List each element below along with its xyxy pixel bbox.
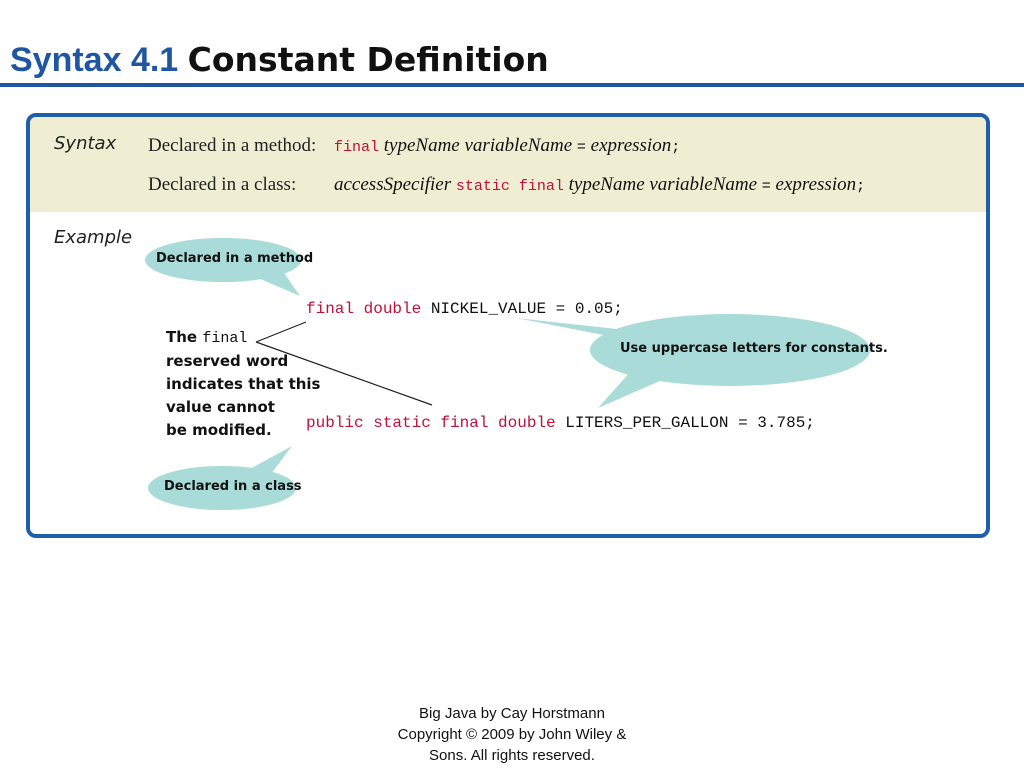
example-label: Example — [54, 227, 133, 248]
class-semicolon: ; — [856, 178, 866, 195]
note-line-2: reserved word — [166, 352, 289, 370]
footer-line-1: Big Java by Cay Horstmann — [419, 705, 605, 722]
note-line-5: be modified. — [166, 421, 272, 439]
method-semicolon: ; — [671, 139, 681, 156]
note-the: The — [166, 328, 198, 346]
note-line-3: indicates that this — [166, 375, 321, 393]
copyright-footer — [362, 703, 662, 766]
example-line-method — [306, 300, 623, 318]
keyword-final: final — [334, 139, 380, 156]
class-equals: = — [761, 178, 771, 195]
bubble-method-shape — [145, 238, 301, 296]
syntax-label: Syntax — [54, 133, 117, 154]
class-expression: expression — [775, 174, 857, 195]
note-line-4: value cannot — [166, 398, 275, 416]
example-method-code: NICKEL_VALUE = 0.05; — [430, 300, 623, 318]
method-expression: expression — [590, 135, 672, 156]
title-name: Constant Definition — [187, 40, 549, 79]
example-method-keywords: final double — [306, 300, 422, 318]
bubble-declared-method: Declared in a method — [156, 251, 314, 266]
footer-line-3: Sons. All rights reserved. — [429, 747, 595, 764]
class-access-specifier: accessSpecifier — [334, 174, 452, 195]
title-number: Syntax 4.1 — [10, 41, 179, 79]
class-description: Declared in a class: — [148, 174, 297, 195]
bubble-uppercase-shape — [516, 314, 870, 408]
bubble-declared-class: Declared in a class — [164, 479, 302, 494]
method-description: Declared in a method: — [148, 135, 317, 156]
keyword-static-final: static final — [455, 178, 564, 195]
class-type-var: typeName variableName — [568, 174, 758, 195]
note-final-keyword: final — [202, 330, 248, 347]
bubble-class-shape — [148, 446, 296, 510]
final-note — [166, 326, 321, 442]
example-class-keywords: public static final double — [306, 414, 556, 432]
bubble-uppercase: Use uppercase letters for constants. — [620, 341, 888, 356]
footer-line-2: Copyright © 2009 by John Wiley & — [397, 726, 627, 743]
method-type-var: typeName variableName — [383, 135, 573, 156]
example-line-class — [306, 414, 815, 432]
example-class-code: LITERS_PER_GALLON = 3.785; — [565, 414, 815, 432]
method-equals: = — [576, 139, 586, 156]
